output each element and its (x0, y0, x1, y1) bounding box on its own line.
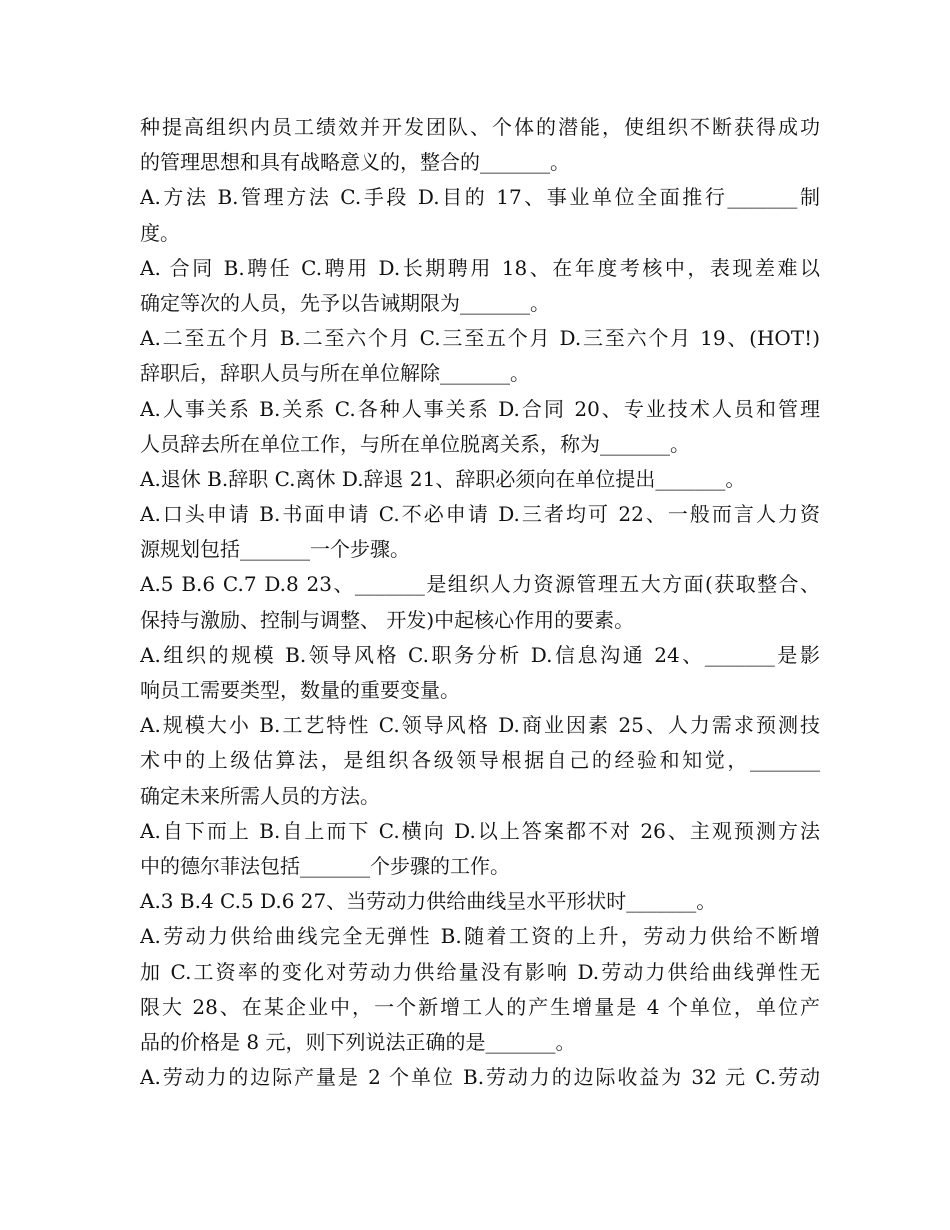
text-line-2: 的管理思想和具有战略意义的，整合的_______。 (140, 150, 570, 175)
text-line-25: 加 C.工资率的变化对劳动力供给量没有影响 D.劳动力供给曲线弹性无 (140, 959, 820, 984)
text-line-6: 确定等次的人员，先予以告诫期限为_______。 (140, 290, 550, 315)
text-line-22: 中的德尔菲法包括_______个步骤的工作。 (140, 853, 510, 878)
text-line-26: 限大 28、在某企业中，一个新增工人的产生增量是 4 个单位，单位产 (140, 994, 820, 1019)
text-line-8: 辞职后，辞职人员与所在单位解除_______。 (140, 361, 530, 386)
text-line-16: A.组织的规模 B.领导风格 C.职务分析 D.信息沟通 24、_______是影 (140, 642, 820, 667)
text-line-18: A.规模大小 B.工艺特性 C.领导风格 D.商业因素 25、人力需求预测技 (140, 713, 820, 738)
text-line-12: A.口头申请 B.书面申请 C.不必申请 D.三者均可 22、一般而言人力资 (140, 502, 820, 527)
text-line-10: 人员辞去所在单位工作，与所在单位脱离关系，称为_______。 (140, 431, 690, 456)
text-line-19: 术中的上级估算法，是组织各级领导根据自己的经验和知觉，_______ (140, 748, 820, 773)
text-line-4: 度。 (140, 220, 180, 245)
text-line-1: 种提高组织内员工绩效并开发团队、个体的潜能，使组织不断获得成功 (140, 115, 820, 139)
text-line-15: 保持与激励、控制与调整、 开发)中起核心作用的要素。 (140, 607, 635, 632)
text-line-17: 响员工需要类型，数量的重要变量。 (140, 678, 460, 702)
text-line-20: 确定未来所需人员的方法。 (140, 783, 380, 808)
document-body (140, 110, 820, 1095)
text-line-9: A.人事关系 B.关系 C.各种人事关系 D.合同 20、专业技术人员和管理 (140, 396, 820, 421)
text-line-24: A.劳动力供给曲线完全无弹性 B.随着工资的上升，劳动力供给不断增 (140, 924, 820, 949)
text-line-23: A.3 B.4 C.5 D.6 27、当劳动力供给曲线呈水平形状时_______。 (140, 889, 717, 914)
text-line-5: A. 合同 B.聘任 C.聘用 D.长期聘用 18、在年度考核中，表现差难以 (140, 255, 820, 280)
text-line-21: A.自下而上 B.自上而下 C.横向 D.以上答案都不对 26、主观预测方法 (140, 818, 820, 843)
text-line-14: A.5 B.6 C.7 D.8 23、_______是组织人力资源管理五大方面(获取整合、 (140, 572, 820, 597)
text-line-13: 源规划包括_______一个步骤。 (140, 537, 410, 562)
text-line-28: A.劳动力的边际产量是 2 个单位 B.劳动力的边际收益为 32 元 C.劳动 (140, 1065, 820, 1090)
text-line-11: A.退休 B.辞职 C.离休 D.辞退 21、辞职必须向在单位提出_______。 (140, 466, 746, 491)
text-line-27: 品的价格是 8 元，则下列说法正确的是_______。 (140, 1029, 576, 1054)
text-line-3: A.方法 B.管理方法 C.手段 D.目的 17、事业单位全面推行_______制 (140, 185, 820, 210)
text-line-7: A.二至五个月 B.二至六个月 C.三至五个月 D.三至六个月 19、(HOT!) (140, 326, 820, 351)
